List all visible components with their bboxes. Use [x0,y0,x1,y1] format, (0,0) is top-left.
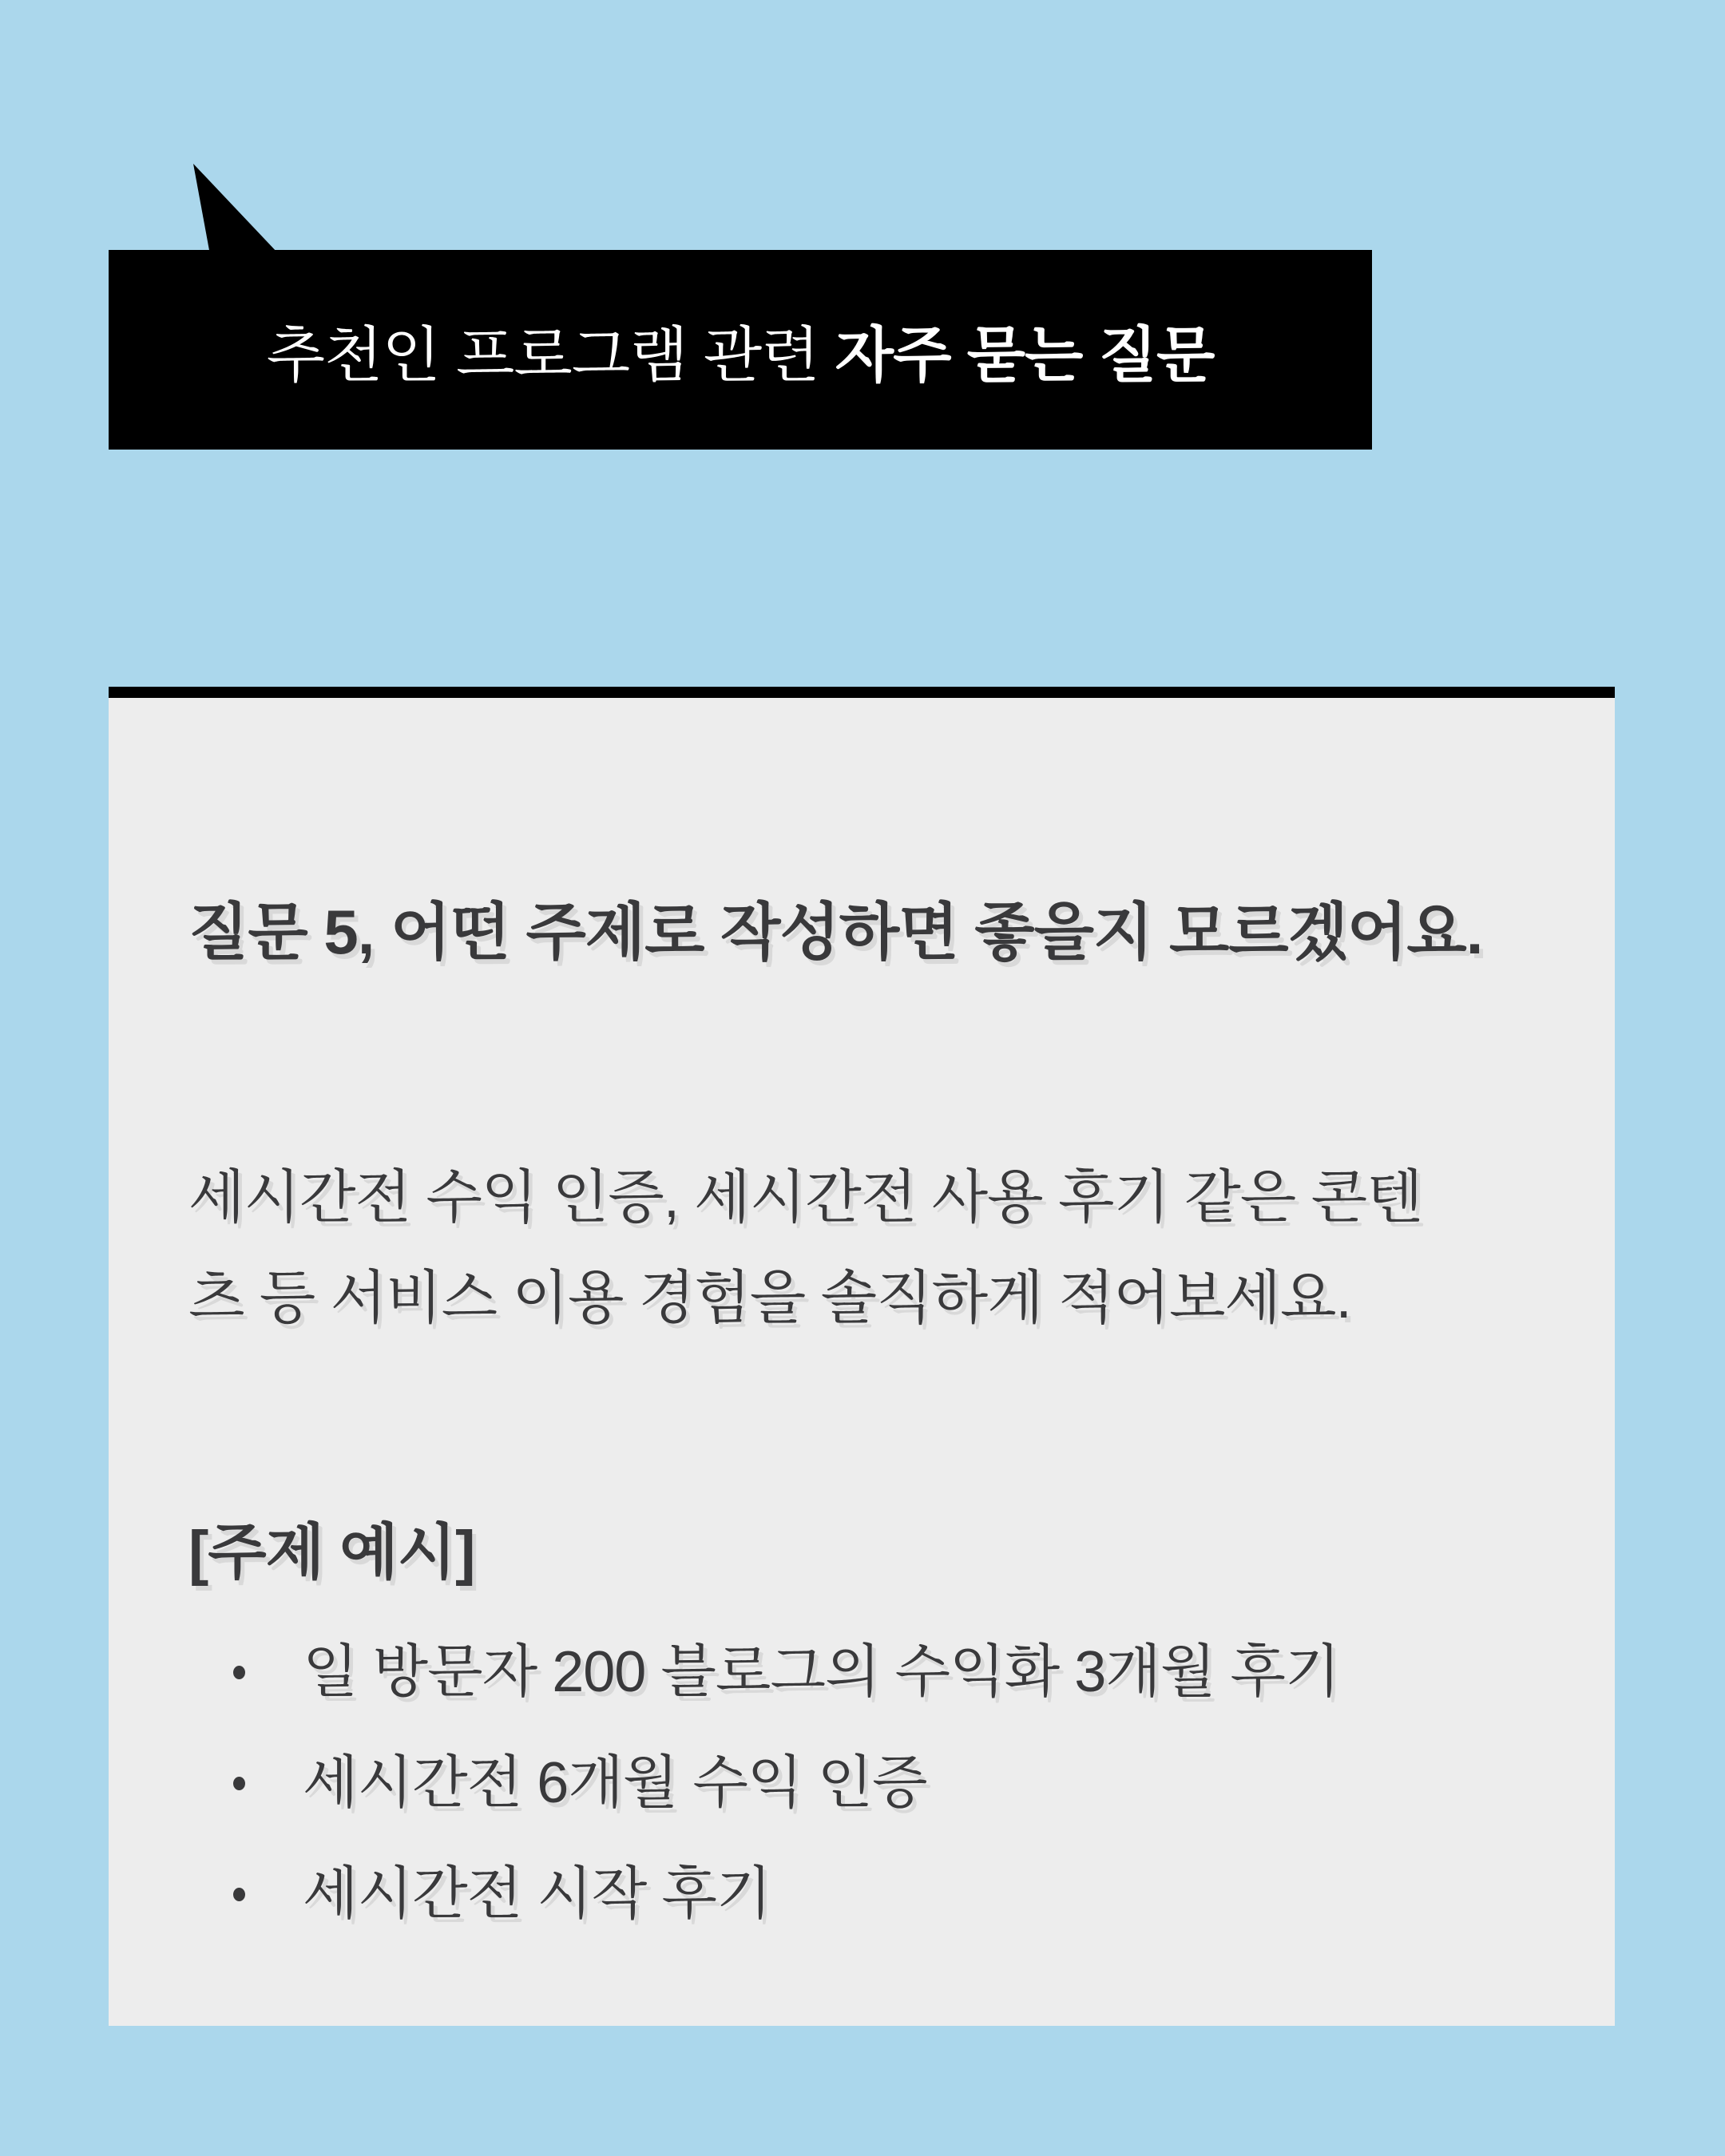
topic-text: 세시간전 시작 후기 [303,1862,771,1926]
examples-heading: [주제 예시] [188,1519,475,1587]
topic-list [188,1634,1339,1967]
topic-text: 세시간전 6개월 수익 인증 [303,1751,927,1815]
bullet-dot-icon [233,1666,245,1679]
faq-card [109,687,1615,2026]
banner-title-prefix: 추천인 프로그램 관련 [266,321,835,390]
list-item [188,1634,1339,1710]
answer-line-2: 츠 등 서비스 이용 경험을 솔직하게 적어보세요. [188,1266,1351,1330]
bullet-dot-icon [233,1888,245,1901]
faq-banner [109,250,1372,450]
answer-line-1: 세시간전 수익 인증, 세시간전 사용 후기 같은 콘텐 [188,1165,1422,1230]
banner-title-emphasis: 자주 묻는 질문 [835,321,1215,390]
banner-title [267,307,1215,394]
speech-bubble-tail [193,164,278,253]
bullet-dot-icon [233,1777,245,1790]
question-title: 질문 5, 어떤 주제로 작성하면 좋을지 모르겠어요. [188,897,1483,967]
answer-paragraph [188,1147,1422,1349]
topic-text: 일 방문자 200 블로그의 수익화 3개월 후기 [303,1640,1340,1704]
list-item [188,1745,1339,1821]
list-item [188,1856,1339,1932]
